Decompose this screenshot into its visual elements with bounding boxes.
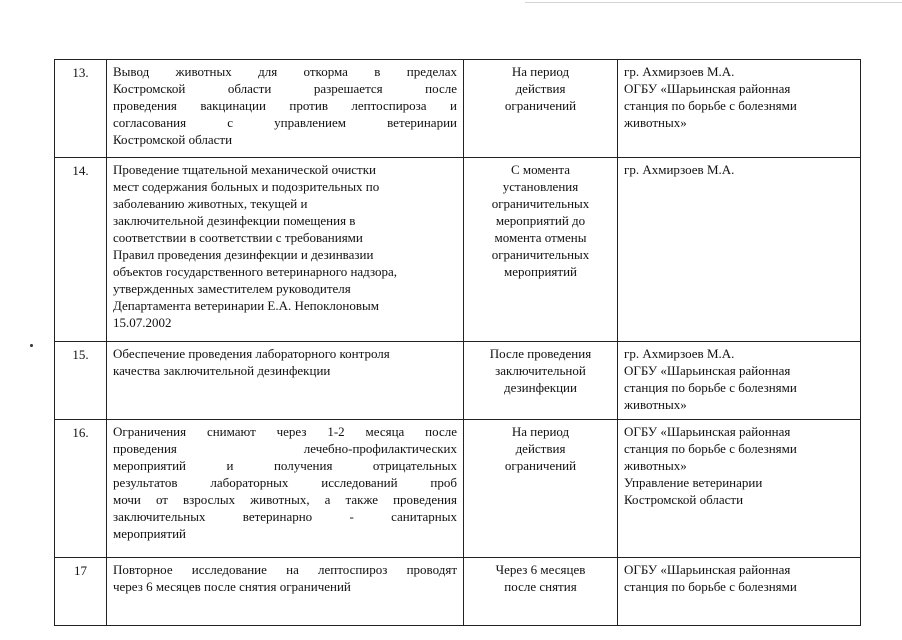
term-cell (464, 558, 618, 626)
action-line: через 6 месяцев после снятия ограничений (113, 579, 351, 594)
action-line: проведения лечебно-профилактических (113, 441, 457, 456)
responsible-line: Управление ветеринарии (624, 475, 763, 490)
responsible-line: гр. Ахмирзоев М.А. (624, 64, 735, 79)
responsible-line: станция по борьбе с болезнями (624, 380, 797, 395)
responsible-cell (618, 420, 861, 558)
responsible-line: станция по борьбе с болезнями (624, 441, 797, 456)
action-cell (107, 158, 464, 342)
term-cell (464, 60, 618, 158)
row-number: 15. (55, 342, 107, 420)
table-row (55, 60, 861, 158)
responsible-cell (618, 342, 861, 420)
action-line: качества заключительной дезинфекции (113, 363, 331, 378)
term-line: действия (515, 441, 566, 456)
term-line: После проведения (489, 346, 592, 361)
term-line: после снятия (504, 579, 577, 594)
action-line: Департамента ветеринарии Е.А. Непоклоновым (113, 298, 379, 313)
responsible-line: Костромской области (624, 492, 744, 507)
action-line: Вывод животных для откорма в пределах (113, 64, 457, 79)
row-number: 16. (55, 420, 107, 558)
table-row (55, 558, 861, 626)
term-line: ограничительных (491, 247, 590, 262)
term-line: установления (502, 179, 579, 194)
responsible-line: гр. Ахмирзоев М.А. (624, 346, 735, 361)
responsible-line: животных» (624, 115, 687, 130)
action-line: утвержденных заместителем руководителя (113, 281, 351, 296)
term-line: ограничительных (491, 196, 590, 211)
action-cell (107, 60, 464, 158)
action-cell (107, 558, 464, 626)
action-line: Обеспечение проведения лабораторного контроля (113, 346, 390, 361)
term-line: заключительной (495, 363, 586, 378)
term-cell (464, 158, 618, 342)
responsible-line: ОГБУ «Шарьинская районная (624, 562, 791, 577)
term-line: С момента (511, 162, 570, 177)
action-line: проведения вакцинации против лептоспироза и (113, 98, 457, 113)
action-line: мероприятий (113, 526, 186, 541)
action-line: соответствии в соответствии с требованиями (113, 230, 363, 245)
responsible-line: животных» (624, 458, 687, 473)
scan-speck (30, 344, 33, 347)
term-line: момента отмены (494, 230, 587, 245)
term-line: ограничений (504, 98, 577, 113)
responsible-line: животных» (624, 397, 687, 412)
action-line: Правил проведения дезинфекции и дезинвазии (113, 247, 374, 262)
responsible-line: станция по борьбе с болезнями (624, 579, 797, 594)
action-line: заключительной дезинфекции помещения в (113, 213, 356, 228)
term-line: мероприятий (504, 264, 577, 279)
responsible-line: станция по борьбе с болезнями (624, 98, 797, 113)
action-line: мест содержания больных и подозрительных по (113, 179, 380, 194)
responsible-cell (618, 60, 861, 158)
action-line: заболеванию животных, текущей и (113, 196, 308, 211)
term-line: мероприятий до (495, 213, 586, 228)
term-line: На период (511, 424, 570, 439)
responsible-line: ОГБУ «Шарьинская районная (624, 363, 791, 378)
term-line: действия (515, 81, 566, 96)
row-number: 14. (55, 158, 107, 342)
term-cell (464, 420, 618, 558)
action-line: заключительных ветеринарно - санитарных (113, 509, 457, 524)
action-line: согласования с управлением ветеринарии (113, 115, 457, 130)
action-line: мочи от взрослых животных, а также проведения (113, 492, 457, 507)
action-cell (107, 420, 464, 558)
action-line: Ограничения снимают через 1-2 месяца после (113, 424, 457, 439)
term-line: ограничений (504, 458, 577, 473)
action-line: объектов государственного ветеринарного надзора, (113, 264, 398, 279)
responsible-line: гр. Ахмирзоев М.А. (624, 162, 735, 177)
responsible-cell (618, 558, 861, 626)
table-row (55, 342, 861, 420)
term-line: Через 6 месяцев (495, 562, 586, 577)
action-line: мероприятий и получения отрицательных (113, 458, 457, 473)
term-line: дезинфекции (504, 380, 577, 395)
measures-table (54, 59, 861, 626)
action-line: Костромской области (113, 132, 233, 147)
scan-edge-line (525, 2, 902, 3)
action-line: 15.07.2002 (113, 315, 172, 330)
action-line: Проведение тщательной механической очистки (113, 162, 377, 177)
responsible-cell (618, 158, 861, 342)
action-line: Повторное исследование на лептоспироз проводят (113, 562, 457, 577)
action-line: Костромской области разрешается после (113, 81, 457, 96)
row-number: 13. (55, 60, 107, 158)
responsible-line: ОГБУ «Шарьинская районная (624, 81, 791, 96)
table-row (55, 158, 861, 342)
row-number: 17 (55, 558, 107, 626)
term-line: На период (511, 64, 570, 79)
table-row (55, 420, 861, 558)
action-cell (107, 342, 464, 420)
term-cell (464, 342, 618, 420)
action-line: результатов лабораторных исследований проб (113, 475, 457, 490)
responsible-line: ОГБУ «Шарьинская районная (624, 424, 791, 439)
